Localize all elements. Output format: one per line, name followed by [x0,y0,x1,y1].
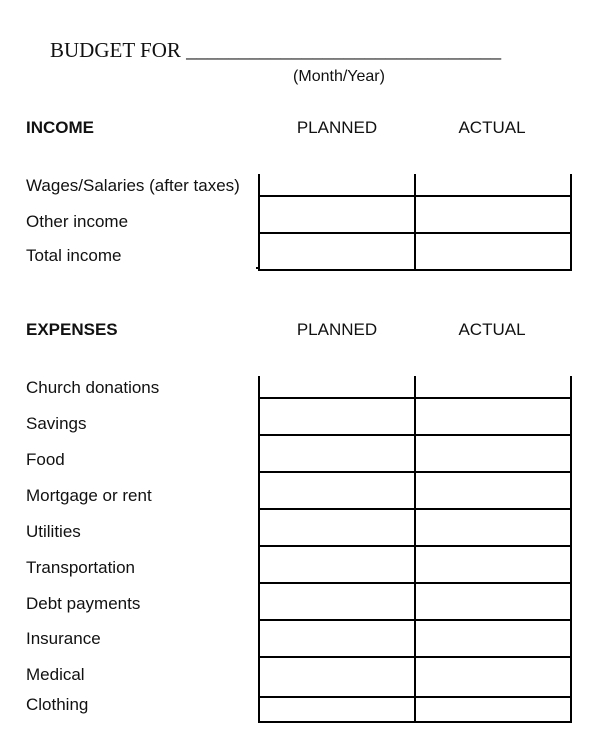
income-row-label: Wages/Salaries (after taxes) [26,176,240,195]
expense-planned-cell[interactable] [259,546,415,583]
expense-planned-cell[interactable] [259,472,415,509]
table-row [259,376,571,398]
month-year-caption: (Month/Year) [293,68,385,85]
income-actual-cell[interactable] [415,174,571,196]
expenses-planned-header: PLANNED [296,320,378,339]
table-row [259,583,571,620]
expenses-table [258,376,572,723]
table-row [259,697,571,722]
income-row-label: Other income [26,212,129,231]
income-heading: INCOME [26,118,94,137]
expense-row-label: Medical [26,665,85,684]
expense-actual-cell[interactable] [415,435,571,472]
expense-actual-cell[interactable] [415,398,571,435]
expense-planned-cell[interactable] [259,398,415,435]
income-planned-cell[interactable] [259,196,415,233]
expense-planned-cell[interactable] [259,509,415,546]
expense-row-label: Savings [26,414,87,433]
expense-row-label: Clothing [26,695,89,714]
expense-planned-cell[interactable] [259,620,415,657]
expense-planned-cell[interactable] [259,435,415,472]
expense-actual-cell[interactable] [415,546,571,583]
income-actual-cell[interactable] [415,233,571,270]
expense-planned-cell[interactable] [259,583,415,620]
income-planned-cell[interactable] [259,233,415,270]
expense-row-label: Utilities [26,522,81,541]
table-row [259,509,571,546]
income-actual-header: ACTUAL [458,118,526,137]
expense-planned-cell[interactable] [259,376,415,398]
expense-row-label: Mortgage or rent [26,486,152,505]
table-row [259,620,571,657]
income-row-label: Total income [26,246,122,265]
expense-actual-cell[interactable] [415,657,571,697]
expense-planned-cell[interactable] [259,657,415,697]
income-table [258,174,572,271]
expense-actual-cell[interactable] [415,620,571,657]
expense-row-label: Transportation [26,558,135,577]
income-actual-cell[interactable] [415,196,571,233]
expenses-actual-header: ACTUAL [458,320,526,339]
budget-title: BUDGET FOR ______________________________ [50,38,502,62]
expense-actual-cell[interactable] [415,376,571,398]
table-row [259,174,571,196]
expense-actual-cell[interactable] [415,697,571,722]
expense-actual-cell[interactable] [415,509,571,546]
table-row [259,196,571,233]
table-row [259,657,571,697]
table-row [259,546,571,583]
expenses-heading: EXPENSES [26,320,118,339]
income-underline-stub [256,267,260,269]
expense-actual-cell[interactable] [415,583,571,620]
table-row [259,233,571,270]
income-planned-cell[interactable] [259,174,415,196]
table-row [259,435,571,472]
expense-row-label: Food [26,450,65,469]
expense-row-label: Church donations [26,378,160,397]
expense-planned-cell[interactable] [259,697,415,722]
expense-row-label: Debt payments [26,594,141,613]
expense-row-label: Insurance [26,629,101,648]
expense-actual-cell[interactable] [415,472,571,509]
income-planned-header: PLANNED [296,118,378,137]
table-row [259,472,571,509]
table-row [259,398,571,435]
